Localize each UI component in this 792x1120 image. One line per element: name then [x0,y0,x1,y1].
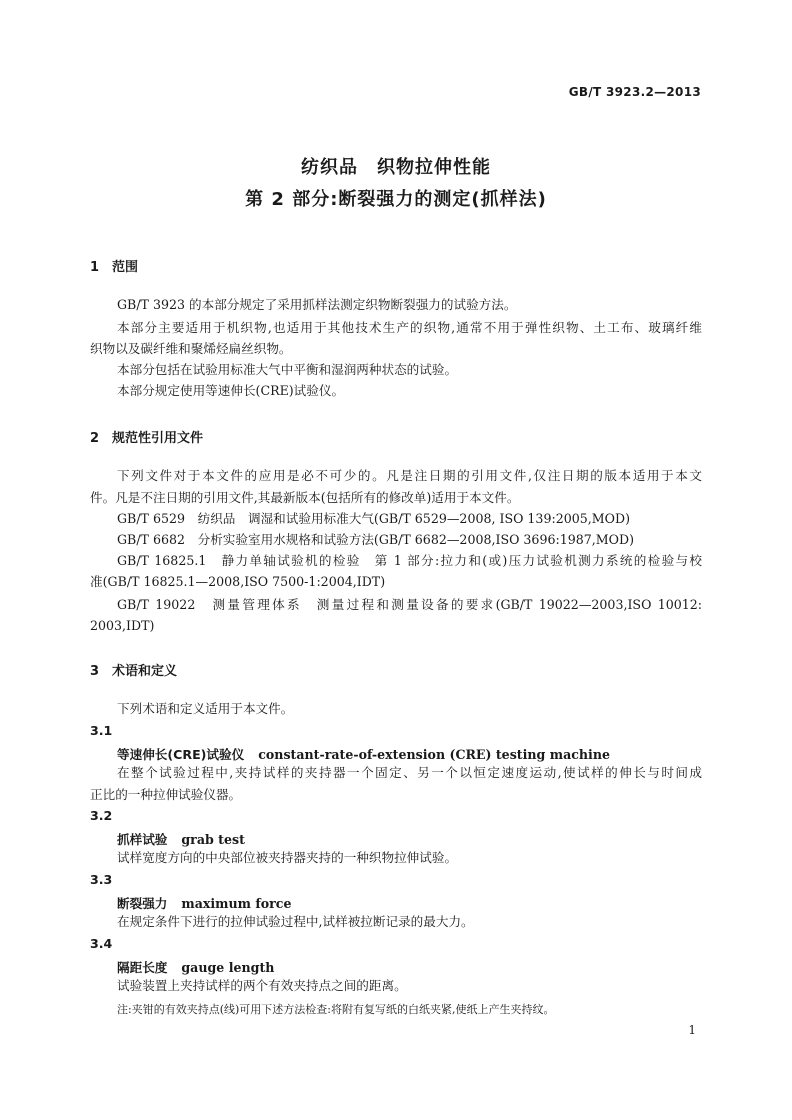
definition-line: 试样宽度方向的中央部位被夹持器夹持的一种织物拉伸试验。 [117,850,458,865]
clause-number: 3.2 [90,808,113,823]
note: 注:夹钳的有效夹持点(线)可用下述方法检查:将附有复写纸的白纸夹紧,使纸上产生夹持纹。 [117,1003,555,1016]
term-zh: 等速伸长(CRE)试验仪 [117,747,245,762]
section-1-number: 1 [90,260,100,275]
term-en: gauge length [181,960,275,975]
section-3-number: 3 [90,664,100,679]
definition-line: 正比的一种拉伸试验仪器。 [90,787,242,802]
paragraph-line: 下列文件对于本文件的应用是必不可少的。凡是注日期的引用文件,仅注日期的版本适用于本文 [117,468,702,483]
paragraph-line: 本部分主要适用于机织物,也适用于其他技术生产的织物,通常不用于弹性织物、土工布、玻璃纤维 [117,320,702,335]
section-3-heading [90,660,177,679]
clause-number: 3.3 [90,872,113,887]
reference-line: 2003,IDT) [90,618,155,633]
section-3-title: 术语和定义 [112,664,178,679]
section-2-heading [90,427,203,446]
paragraph-line: 本部分规定使用等速伸长(CRE)试验仪。 [117,383,345,398]
paragraph-line: 织物以及碳纤维和聚烯烃扁丝织物。 [90,341,292,356]
definition-line: 在规定条件下进行的拉伸试验过程中,试样被拉断记录的最大力。 [117,914,474,929]
term-en: constant-rate-of-extension (CRE) testing machine [258,747,611,762]
reference-line: GB/T 16825.1 静力单轴试验机的检验 第 1 部分:拉力和(或)压力试验机测力系统的检验与校 [117,553,702,568]
paragraph-line: 件。凡是不注日期的引用文件,其最新版本(包括所有的修改单)适用于本文件。 [90,490,520,505]
section-1-title: 范围 [112,260,139,275]
term-entry [117,957,274,976]
reference-line: GB/T 6682 分析实验室用水规格和试验方法(GB/T 6682—2008,ISO 3696:1987,MOD) [117,532,634,547]
section-1-heading [90,256,138,275]
clause-number: 3.1 [90,723,113,738]
document-title-line-1: 纺织品 织物拉伸性能 [301,157,491,178]
term-en: maximum force [181,896,292,911]
section-2-number: 2 [90,431,100,446]
term-en: grab test [181,832,245,847]
definition-line: 在整个试验过程中,夹持试样的夹持器一个固定、另一个以恒定速度运动,使试样的伸长与时间成 [117,765,702,780]
section-2-title: 规范性引用文件 [112,431,204,446]
term-zh: 隔距长度 [117,960,168,975]
paragraph-line: GB/T 3923 的本部分规定了采用抓样法测定织物断裂强力的试验方法。 [117,297,517,312]
reference-line: 准(GB/T 16825.1—2008,ISO 7500-1:2004,IDT) [90,574,386,589]
term-entry [117,829,245,848]
reference-line: GB/T 19022 测量管理体系 测量过程和测量设备的要求(GB/T 19022—2003,ISO 10012: [117,597,702,612]
clause-number: 3.4 [90,936,113,951]
page-number: 1 [688,1023,696,1037]
paragraph-line: 本部分包括在试验用标准大气中平衡和湿润两种状态的试验。 [117,362,458,377]
term-entry [117,744,610,763]
paragraph-line: 下列术语和定义适用于本文件。 [117,701,294,716]
reference-line: GB/T 6529 纺织品 调湿和试验用标准大气(GB/T 6529—2008, ISO 139:2005,MOD) [117,511,630,526]
standard-number: GB/T 3923.2—2013 [568,85,701,99]
term-zh: 抓样试验 [117,832,168,847]
document-title-line-2: 第 2 部分:断裂强力的测定(抓样法) [245,189,547,210]
term-entry [117,893,291,912]
term-zh: 断裂强力 [117,896,168,911]
definition-line: 试验装置上夹持试样的两个有效夹持点之间的距离。 [117,978,407,993]
